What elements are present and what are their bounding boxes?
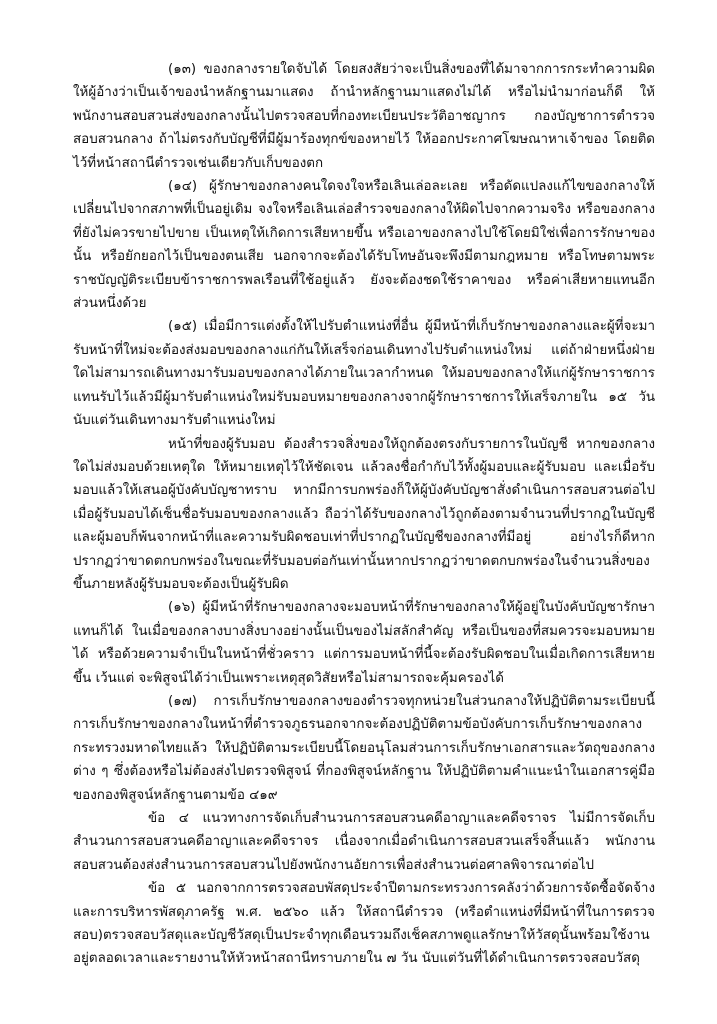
paragraph-article-4: ข้อ ๔ แนวทางการจัดเก็บสำนวนการสอบสวนคดีอาญาและคดีจราจร ไม่มีการจัดเก็บสำนวนการสอบสวนคดีอาญาและคดีจราจร เนื่องจากเมื่อดำเนินการสอบสวนเสร็จสิ้นแล้ว พนักงานสอบสวนต้องส่งสำนวนการสอบสวนไปยังพนักงานอัยการเพื่อส่งสำนวนต่อศาลพิจารณาต่อไป xyxy=(73,811,655,873)
paragraph-item-16: (๑๖) ผู้มีหน้าที่รักษาของกลางจะมอบหน้าที่รักษาของกลางให้ผู้อยู่ในบังคับบัญชารักษาแทนก็ได้ ในเมื่อของกลางบางสิ่งบางอย่างนั้นเป็นของไม่สลักสำคัญ หรือเป็นของที่สมควรจะมอบหมายได้ หรือด้วยความจำเป็นในหน้าที่ชั่วคราว แต่การมอบหน้าที่นี้จะต้องรับผิดชอบในเมื่อเกิดการเสียหายขึ้น เว้นแต่ จะพิสูจน์ได้ว่าเป็นเพราะเหตุสุดวิสัยหรือไม่สามารถจะคุ้มครองได้ xyxy=(73,600,655,686)
paragraph-item-13: (๑๓) ของกลางรายใดจับได้ โดยสงสัยว่าจะเป็นสิ่งของที่ได้มาจากการกระทำความผิด ให้ผู้อ้างว่าเป็นเจ้าของนำหลักฐานมาแสดง ถ้านำหลักฐานมาแสดงไม่ได้ หรือไม่นำมาก่อนก็ดี ให้พนักงานสอบสวนส่งของกลางนั้นไปตรวจสอบที่กองทะเบียนประวัติอาชญากร กองบัญชาการตำรวจสอบสวนกลาง ถ้าไม่ตรงกับบัญชีที่มีผู้มาร้องทุกข์ของหายไว้ ให้ออกประกาศโฆษณาหาเจ้าของ โดยติดไว้ที่หน้าสถานีตำรวจเช่นเดียวกับเก็บของตก xyxy=(73,62,655,171)
paragraph-article-5: ข้อ ๕ นอกจากการตรวจสอบพัสดุประจำปีตามกระทรวงการคลังว่าด้วยการจัดซื้อจัดจ้างและการบริหารพัสดุภาครัฐ พ.ศ. ๒๕๖๐ แล้ว ให้สถานีตำรวจ (หรือตำแหน่งที่มีหน้าที่ในการตรวจสอบ)ตรวจสอบวัสดุและบัญชีวัสดุเป็นประจำทุกเดือนรวมถึงเช็คสภาพดูแลรักษาให้วัสดุนั้นพร้อมใช้งานอยู่ตลอดเวลาและรายงานให้หัวหน้าสถานีทราบภายใน ๗ วัน นับแต่วันที่ได้ดำเนินการตรวจสอบวัสดุ xyxy=(73,881,655,967)
paragraph-item-17: (๑๗) การเก็บรักษาของกลางของตำรวจทุกหน่วยในส่วนกลางให้ปฏิบัติตามระเบียบนี้การเก็บรักษาของกลางในหน้าที่ตำรวจภูธรนอกจากจะต้องปฏิบัติตามข้อบังคับการเก็บรักษาของกลางกระทรวงมหาดไทยแล้ว ให้ปฏิบัติตามระเบียบนี้โดยอนุโลมส่วนการเก็บรักษาเอกสารและวัตถุของกลางต่าง ๆ ซึ่งต้องหรือไม่ต้องส่งไปตรวจพิสูจน์ ที่กองพิสูจน์หลักฐาน ให้ปฏิบัติตามคำแนะนำในเอกสารคู่มือของกองพิสูจน์หลักฐานตามข้อ ๔๑๙ xyxy=(73,693,655,803)
paragraph-item-14: (๑๔) ผู้รักษาของกลางคนใดจงใจหรือเลินเล่อละเลย หรือดัดแปลงแก้ไขของกลางให้เปลี่ยนไปจากสภาพที่เป็นอยู่เดิม จงใจหรือเลินเล่อสำรวจของกลางให้ผิดไปจากความจริง หรือของกลางที่ยังไม่ควรขายไปขาย เป็นเหตุให้เกิดการเสียหายขึ้น หรือเอาของกลางไปใช้โดยมิใช่เพื่อการรักษาของนั้น หรือยักยอกไว้เป็นของตนเสีย นอกจากจะต้องได้รับโทษอันจะพึงมีตามกฎหมาย หรือโทษตามพระราชบัญญัติระเบียบข้าราชการพลเรือนที่ใช้อยู่แล้ว ยังจะต้องชดใช้ราคาของ หรือค่าเสียหายแทนอีกส่วนหนึ่งด้วย xyxy=(73,179,655,312)
paragraph-item-15-receiver-duty: หน้าที่ของผู้รับมอบ ต้องสำรวจสิ่งของให้ถูกต้องตรงกับรายการในบัญชี หากของกลางใดไม่ส่งมอบด้วยเหตุใด ให้หมายเหตุไว้ให้ชัดเจน แล้วลงชื่อกำกับไว้ทั้งผู้มอบและผู้รับมอบ และเมื่อรับมอบแล้วให้เสนอผู้บังคับบัญชาทราบ หากมีการบกพร่องก็ให้ผู้บังคับบัญชาสั่งดำเนินการสอบสวนต่อไป เมื่อผู้รับมอบได้เซ็นชื่อรับมอบของกลางแล้ว ถือว่าได้รับของกลางไว้ถูกต้องตามจำนวนที่ปรากฏในบัญชี และผู้มอบก็พ้นจากหน้าที่และความรับผิดชอบเท่าที่ปรากฏในบัญชีของกลางที่มีอยู่ อย่างไรก็ดีหากปรากฏว่าขาดตกบกพร่องในขณะที่รับมอบต่อกันเท่านั้นหากปรากฏว่าขาดตกบกพร่องในจำนวนสิ่งของขึ้นภายหลังผู้รับมอบจะต้องเป็นผู้รับผิด xyxy=(73,436,655,592)
paragraph-item-15: (๑๕) เมื่อมีการแต่งตั้งให้ไปรับตำแหน่งที่อื่น ผู้มีหน้าที่เก็บรักษาของกลางและผู้ที่จะมารับหน้าที่ใหม่จะต้องส่งมอบของกลางแก่กันให้เสร็จก่อนเดินทางไปรับตำแหน่งใหม่ แต่ถ้าฝ่ายหนึ่งฝ่ายใดไม่สามารถเดินทางมารับมอบของกลางได้ภายในเวลากำหนด ให้มอบของกลางให้แก่ผู้รักษาราชการแทนรับไว้แล้วมีผู้มารับตำแหน่งใหม่รับมอบหมายของกลางจากผู้รักษาราชการให้เสร็จภายใน ๑๕ วัน นับแต่วันเดินทางมารับตำแหน่งใหม่ xyxy=(73,319,655,429)
